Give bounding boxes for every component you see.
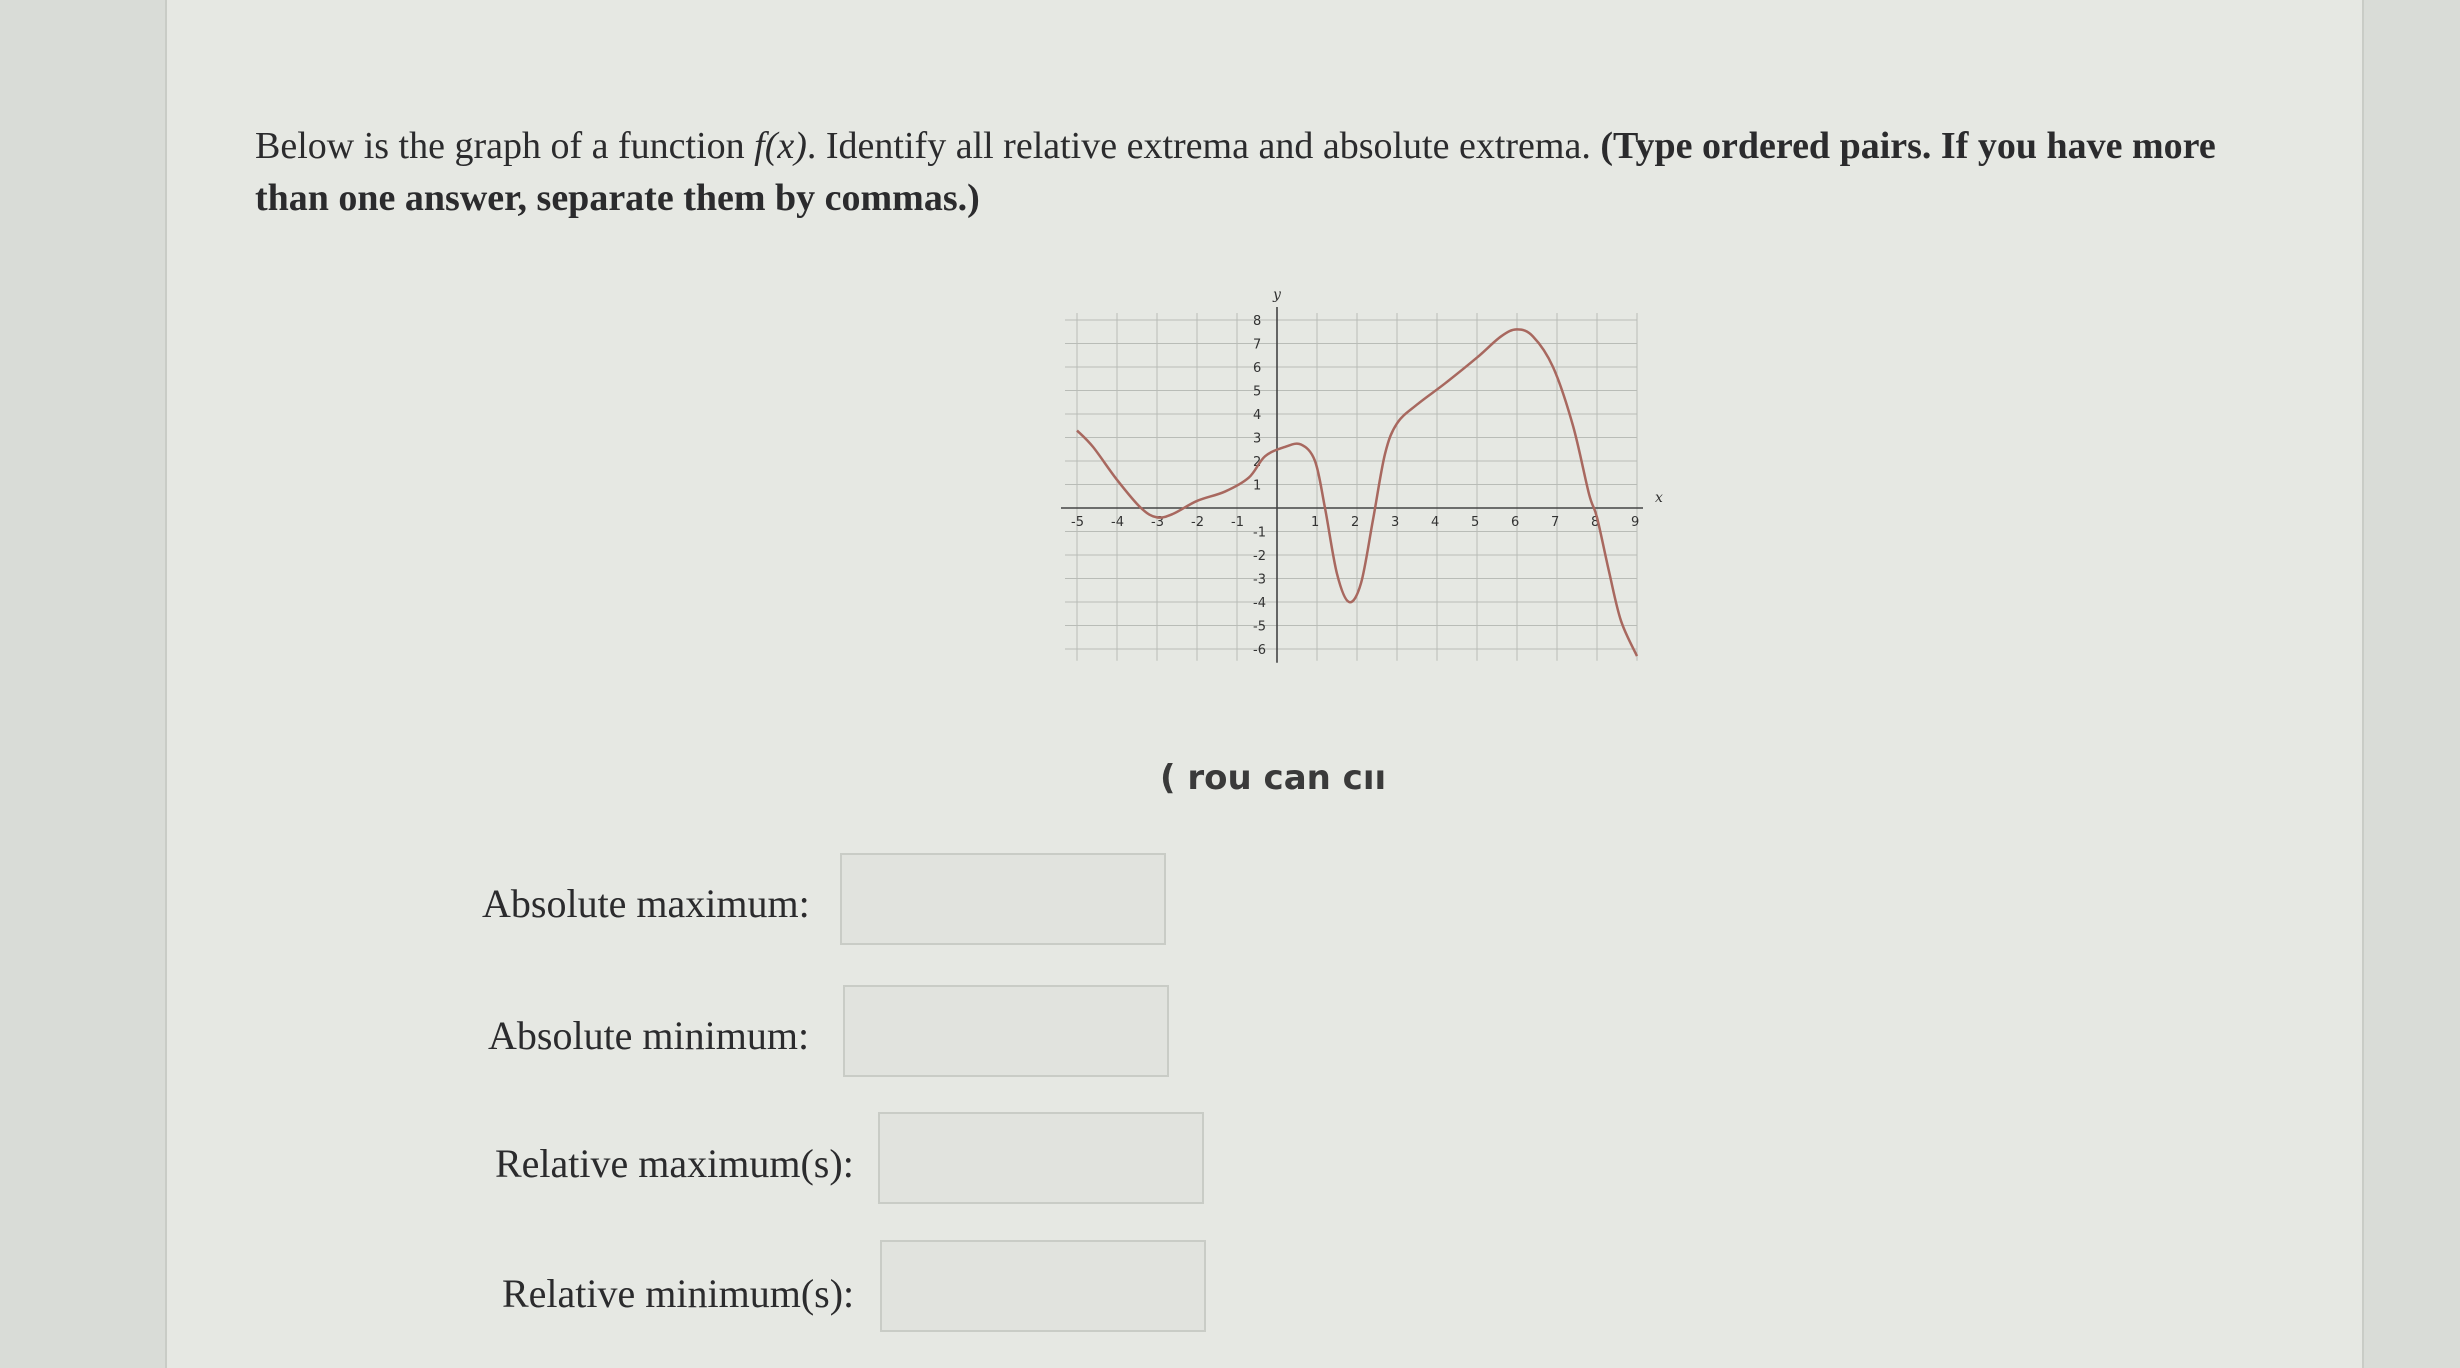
x-tick-label: 1 — [1311, 515, 1320, 530]
x-tick-label: -3 — [1151, 515, 1164, 530]
y-tick-label: 6 — [1253, 361, 1262, 376]
rel-min-label: Relative minimum(s): — [502, 1271, 855, 1316]
abs-min-input[interactable] — [843, 985, 1169, 1077]
function-graph — [1055, 286, 1663, 700]
x-tick-label: 6 — [1511, 515, 1520, 530]
y-tick-label: 3 — [1253, 431, 1262, 447]
y-tick-label: -5 — [1253, 619, 1266, 635]
x-tick-label: 3 — [1391, 515, 1400, 530]
graph-tick-labels — [1071, 314, 1639, 658]
y-axis-label: y — [1273, 286, 1281, 303]
graph-svg — [1055, 286, 1663, 700]
x-tick-label: -5 — [1071, 515, 1084, 530]
rel-max-label: Relative maximum(s): — [495, 1141, 854, 1186]
y-tick-label: 4 — [1253, 408, 1262, 423]
y-tick-label: 2 — [1253, 455, 1262, 470]
x-tick-label: 7 — [1551, 515, 1560, 530]
x-tick-label: -1 — [1231, 515, 1244, 530]
y-tick-label: -1 — [1253, 525, 1266, 541]
abs-max-label: Absolute maximum: — [482, 881, 810, 926]
question-instructions: (Type ordered pairs. If you have more than one answer, separate them by commas.) — [255, 125, 2216, 219]
abs-min-label: Absolute minimum: — [488, 1013, 810, 1058]
y-tick-label: -6 — [1253, 643, 1266, 658]
y-tick-label: -3 — [1253, 572, 1266, 588]
hint-text: ( rou can cıı — [1160, 758, 1387, 798]
rel-min-input[interactable] — [880, 1240, 1206, 1332]
x-tick-label: -2 — [1191, 515, 1204, 530]
x-tick-label: -4 — [1111, 515, 1124, 530]
x-tick-label: 2 — [1351, 515, 1360, 530]
y-tick-label: 5 — [1253, 384, 1262, 400]
function-name: f(x) — [754, 125, 807, 167]
question-part-2: . Identify all relative extrema and absolute extrema. — [806, 125, 1601, 167]
y-tick-label: 7 — [1253, 337, 1262, 353]
x-tick-label: 5 — [1471, 515, 1480, 530]
rel-max-input[interactable] — [878, 1112, 1204, 1204]
x-axis-label: x — [1655, 490, 1663, 506]
y-tick-label: -4 — [1253, 596, 1266, 611]
y-tick-label: -2 — [1253, 549, 1266, 564]
x-tick-label: 4 — [1431, 515, 1440, 530]
question-text — [255, 120, 2245, 224]
y-tick-label: 1 — [1253, 478, 1262, 494]
x-tick-label: 8 — [1591, 515, 1600, 530]
question-part-1: Below is the graph of a function — [255, 125, 755, 167]
abs-max-input[interactable] — [840, 853, 1166, 945]
y-tick-label: 8 — [1253, 314, 1262, 329]
x-tick-label: 9 — [1631, 515, 1640, 530]
